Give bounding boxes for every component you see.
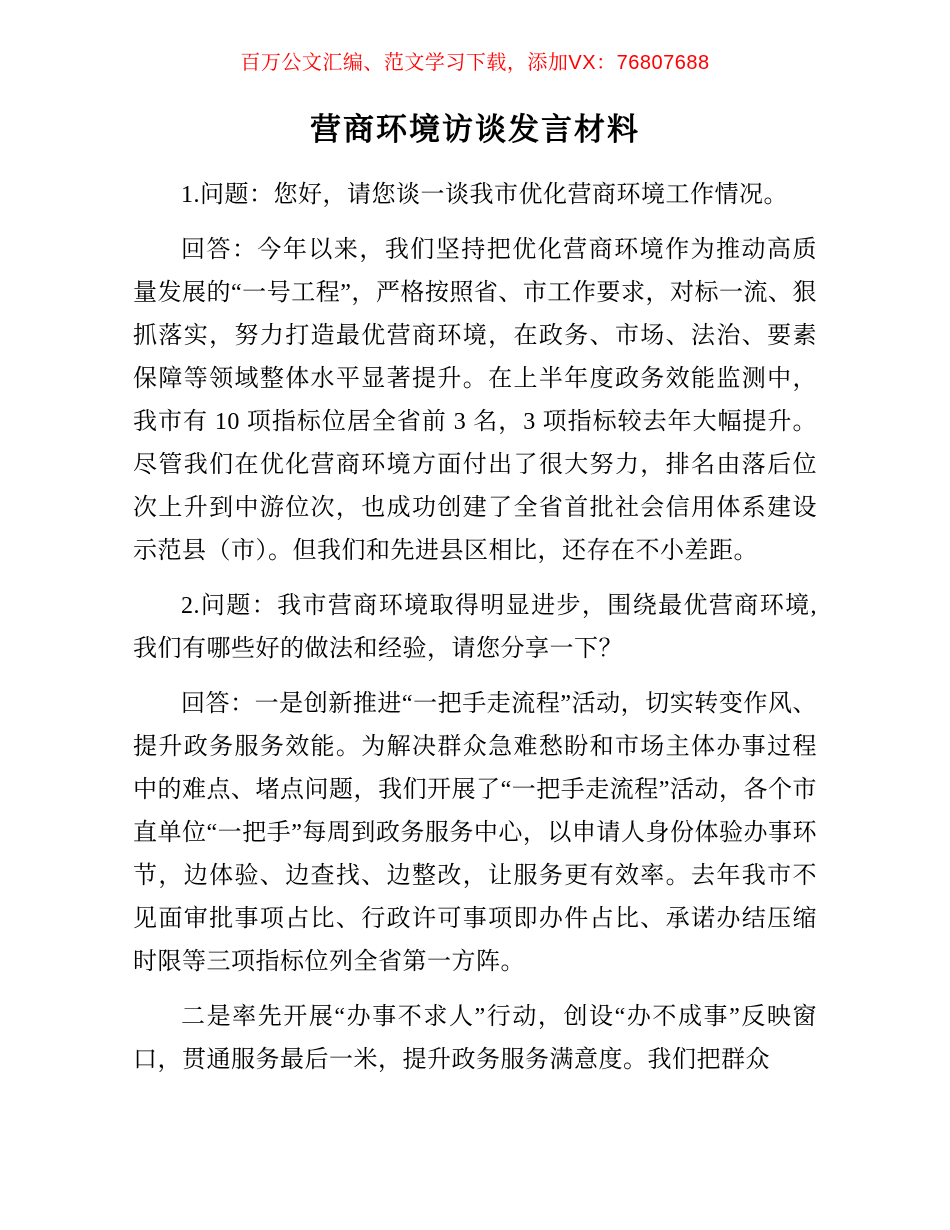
document-title: 营商环境访谈发言材料 (310, 112, 640, 147)
paragraph-answer-1: 回答：今年以来，我们坚持把优化营商环境作为推动高质量发展的“一号工程”，严格按照省、市工作要求，对标一流、狠抓落实，努力打造最优营商环境，在政务、市场、法治、要素保障等领域整体水平显著提升。在上半年度政务效能监测中，我市有 10 项指标位居全省前 3 名，3 项指标较去年大幅提升。尽管我们在优化营商环境方面付出了很大努力，排名由落后位次上升到中游位次，也成功创建了全省首批社会信用体系建设示范县（市）。但我们和先进县区相比，还存在不小差距。 (133, 237, 817, 564)
paragraph-question-1: 1.问题：您好，请您谈一谈我市优化营商环境工作情况。 (181, 182, 788, 208)
paragraph-question-2: 2.问题：我市营商环境取得明显进步，围绕最优营商环境,我们有哪些好的做法和经验，请您分享一下？ (133, 593, 817, 662)
paragraph-answer-2-part-1: 回答：一是创新推进“一把手走流程”活动，切实转变作风、提升政务服务效能。为解决群众急难愁盼和市场主体办事过程中的难点、堵点问题，我们开展了“一把手走流程”活动，各个市直单位“一把手”每周到政务服务中心，以申请人身份体验办事环节，边体验、边查找、边整改，让服务更有效率。去年我市不见面审批事项占比、行政许可事项即办件占比、承诺办结压缩时限等三项指标位列全省第一方阵。 (133, 691, 817, 975)
document-body (133, 174, 817, 1082)
header-notice: 百万公文汇编、范文学习下载，添加VX：76807688 (240, 52, 710, 74)
paragraph-answer-2-part-2: 二是率先开展“办事不求人”行动，创设“办不成事”反映窗口，贯通服务最后一米，提升政务服务满意度。我们把群众 (133, 1004, 817, 1073)
